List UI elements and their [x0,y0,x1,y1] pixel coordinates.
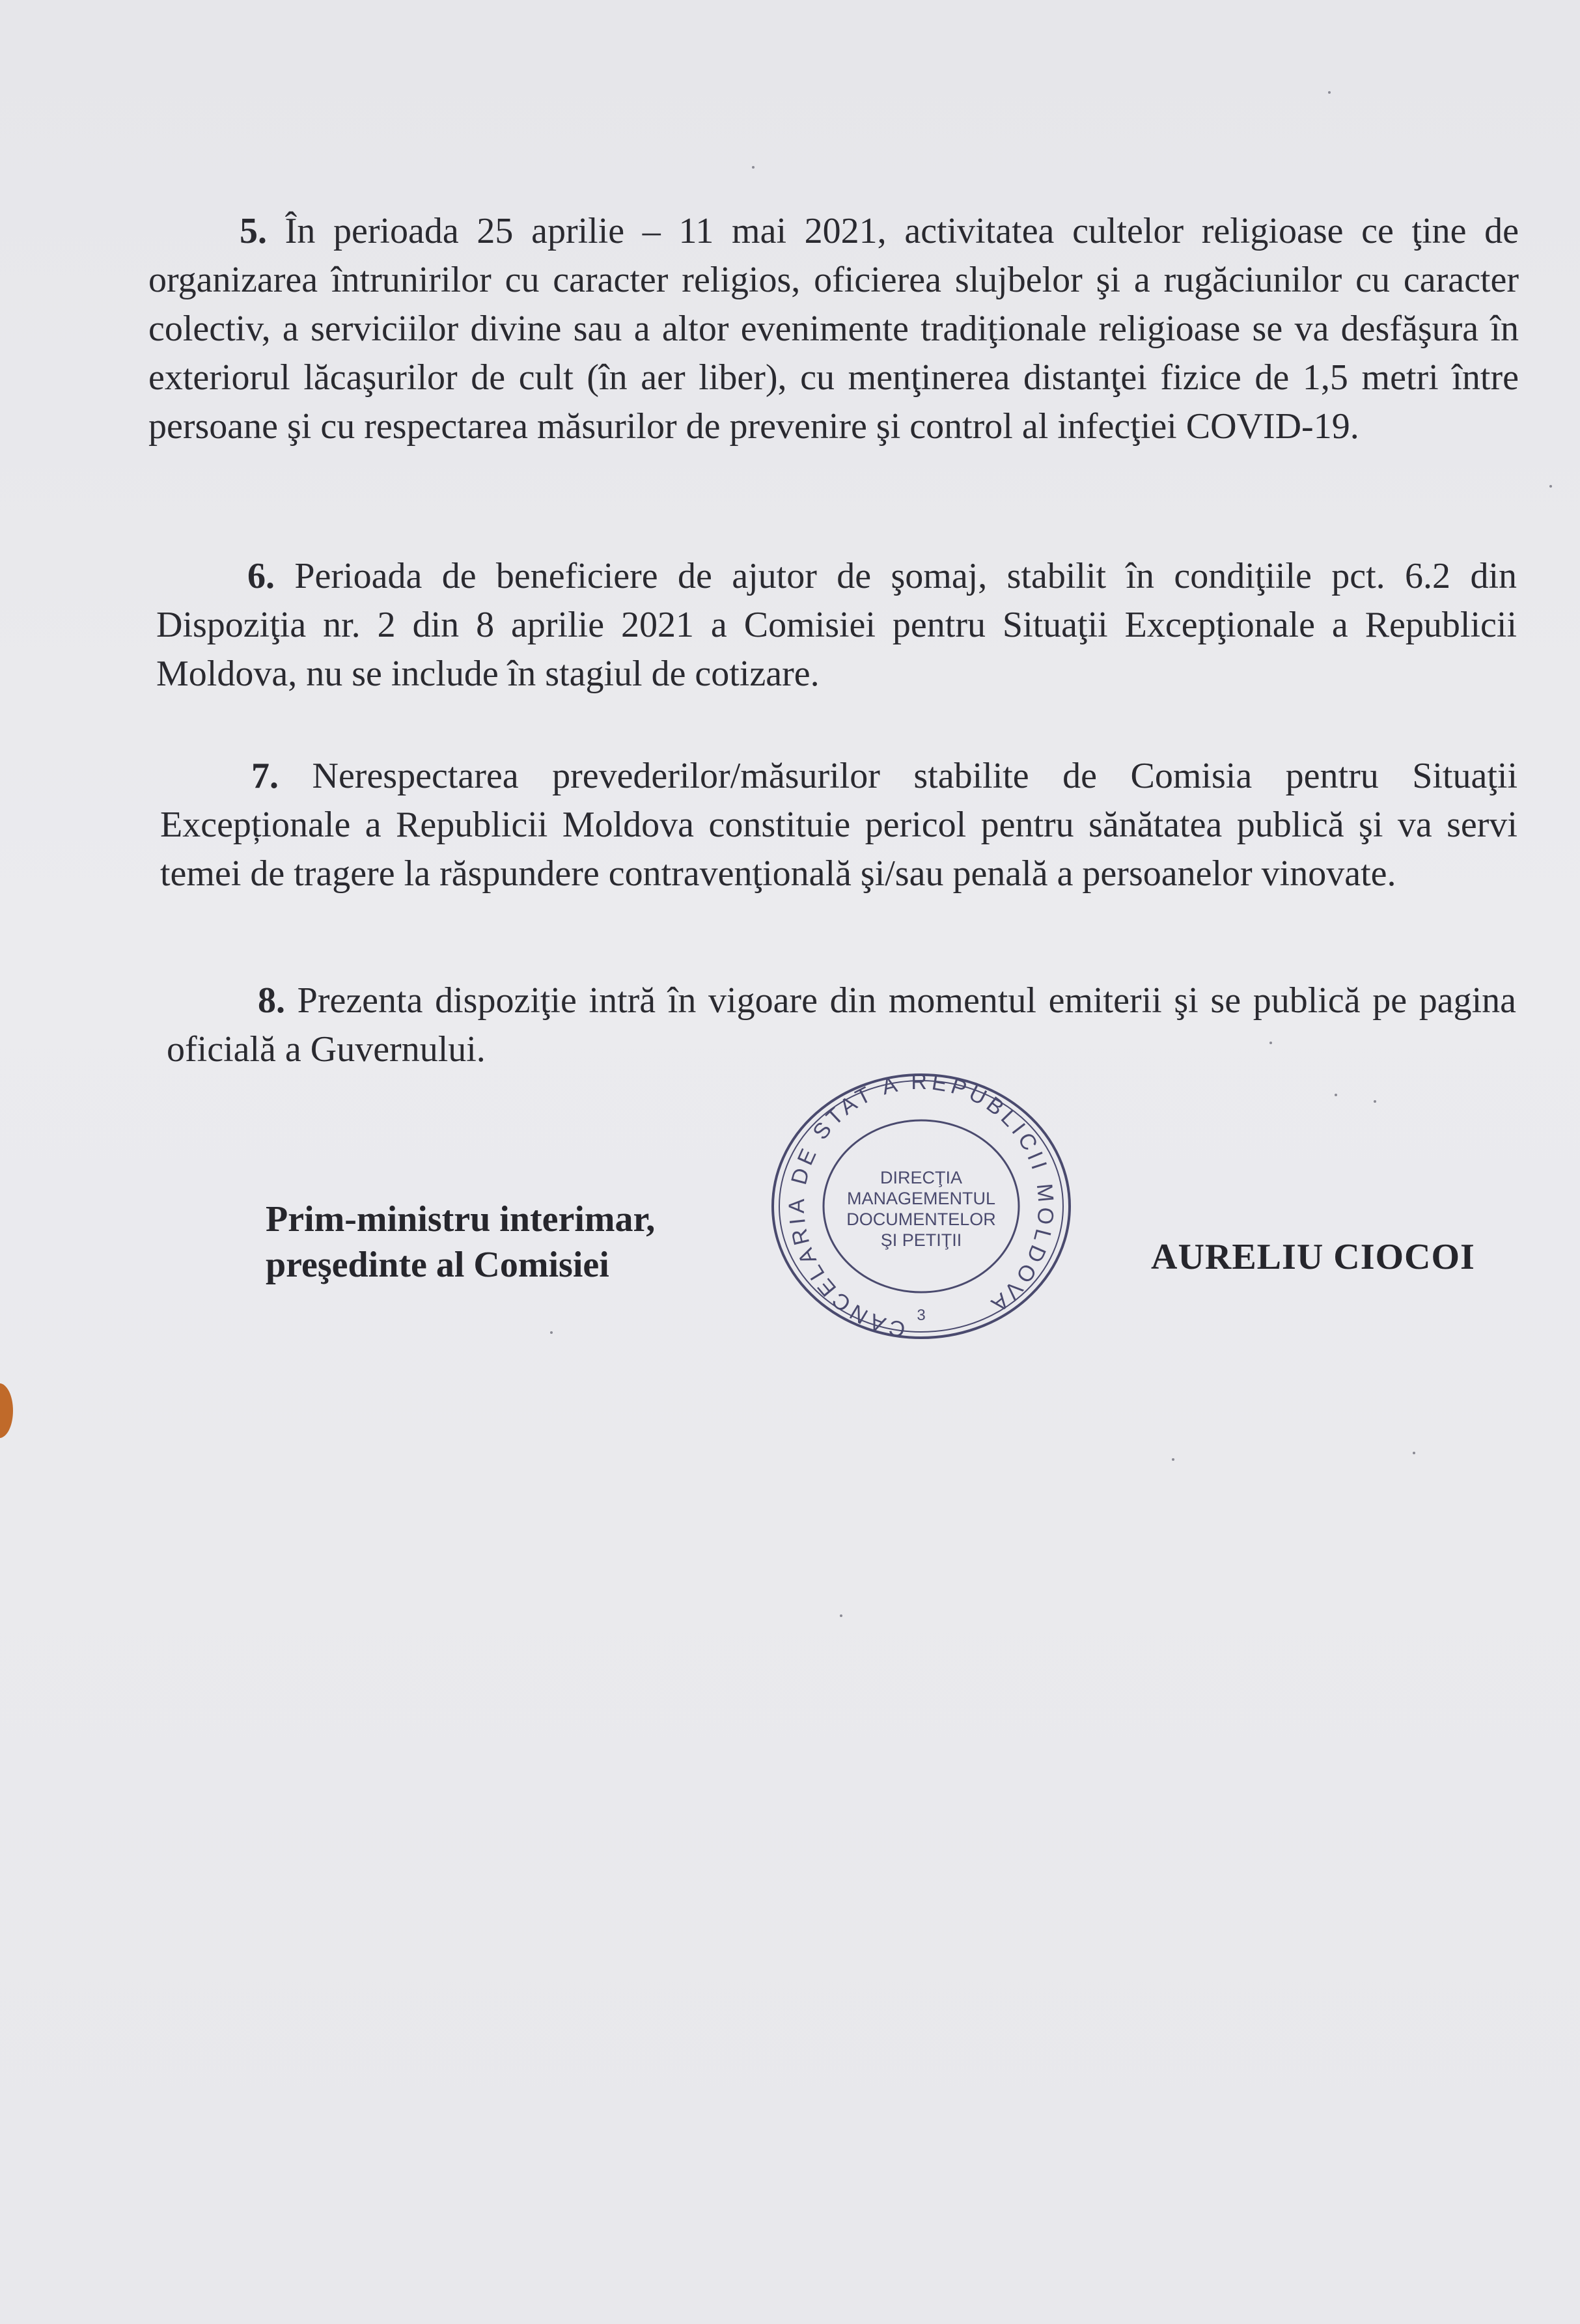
scan-speck [550,1331,553,1334]
paragraph-8 [167,976,1516,1074]
paragraph-5-text: În perioada 25 aprilie – 11 mai 2021, activitatea cultelor religioase ce ţine de organizarea întrunirilor cu caracter religios, oficierea slujbelor şi a rugăciunilor cu caracter colectiv, a serviciilor divine sau a altor evenimente tradiţionale religioase se va desfăşura în exteriorul lăcaşurilor de cult (în aer liber), cu menţinerea distanţei fizice de 1,5 metri între persoane şi cu respectarea măsurilor de prevenire şi control al infecţiei COVID-19. [148,211,1519,447]
scan-speck [1328,91,1331,94]
stamp-ring-text: CANCELARIA DE STAT A REPUBLICII MOLDOVA [784,1069,1059,1342]
paragraph-6-text: Perioada de beneficiere de ajutor de şomaj, stabilit în condiţiile pct. 6.2 din Dispoziţia nr. 2 din 8 aprilie 2021 a Comisiei pentru Situaţii Excepţionale a Republicii Moldova, nu se include în stagiul de cotizare. [156,556,1518,694]
paragraph-8-number: 8. [258,980,285,1021]
stamp-center-line-1: DIRECŢIA [880,1168,963,1187]
paragraph-7-number: 7. [251,756,279,796]
stamp-number: 3 [917,1307,926,1324]
scan-speck [1335,1094,1337,1096]
scan-speck [1549,485,1552,488]
paragraph-8-text: Prezenta dispoziţie intră în vigoare din momentul emiterii şi se publică pe pagina oficială a Guvernului. [167,980,1516,1070]
scan-speck [1413,1452,1415,1454]
scan-speck [752,166,755,169]
scan-speck [1172,1458,1174,1461]
signatory-name: AURELIU CIOCOI [1151,1237,1475,1277]
paragraph-7 [160,752,1518,898]
scan-speck [840,1614,842,1617]
paragraph-6 [156,552,1517,699]
paragraph-6-number: 6. [247,556,275,596]
stamp-seal-icon [758,1066,1084,1353]
signatory-title-line-2: preşedinte al Comisiei [266,1245,609,1285]
signatory-title-line-1: Prim-ministru interimar, [266,1199,656,1239]
paper-clip-mark [0,1383,13,1438]
scan-speck [1269,1042,1272,1044]
stamp-center-line-2: MANAGEMENTUL [846,1189,996,1208]
scan-speck [1374,1100,1376,1103]
signatory-title [266,1197,655,1288]
paragraph-7-text: Nerespectarea prevederilor/măsurilor stabilite de Comisia pentru Situaţii Excepționale a Republicii Moldova constituie pericol pentru sănătatea publică şi va servi temei de tragere la răspundere contravenţională şi/sau penală a persoanelor vinovate. [160,756,1518,894]
stamp-center-line-3: DOCUMENTELOR [846,1210,996,1229]
stamp-center-line-4: ŞI PETIŢII [880,1230,962,1250]
paragraph-5-number: 5. [240,211,267,251]
paragraph-5 [148,207,1519,451]
official-stamp [758,1066,1084,1353]
